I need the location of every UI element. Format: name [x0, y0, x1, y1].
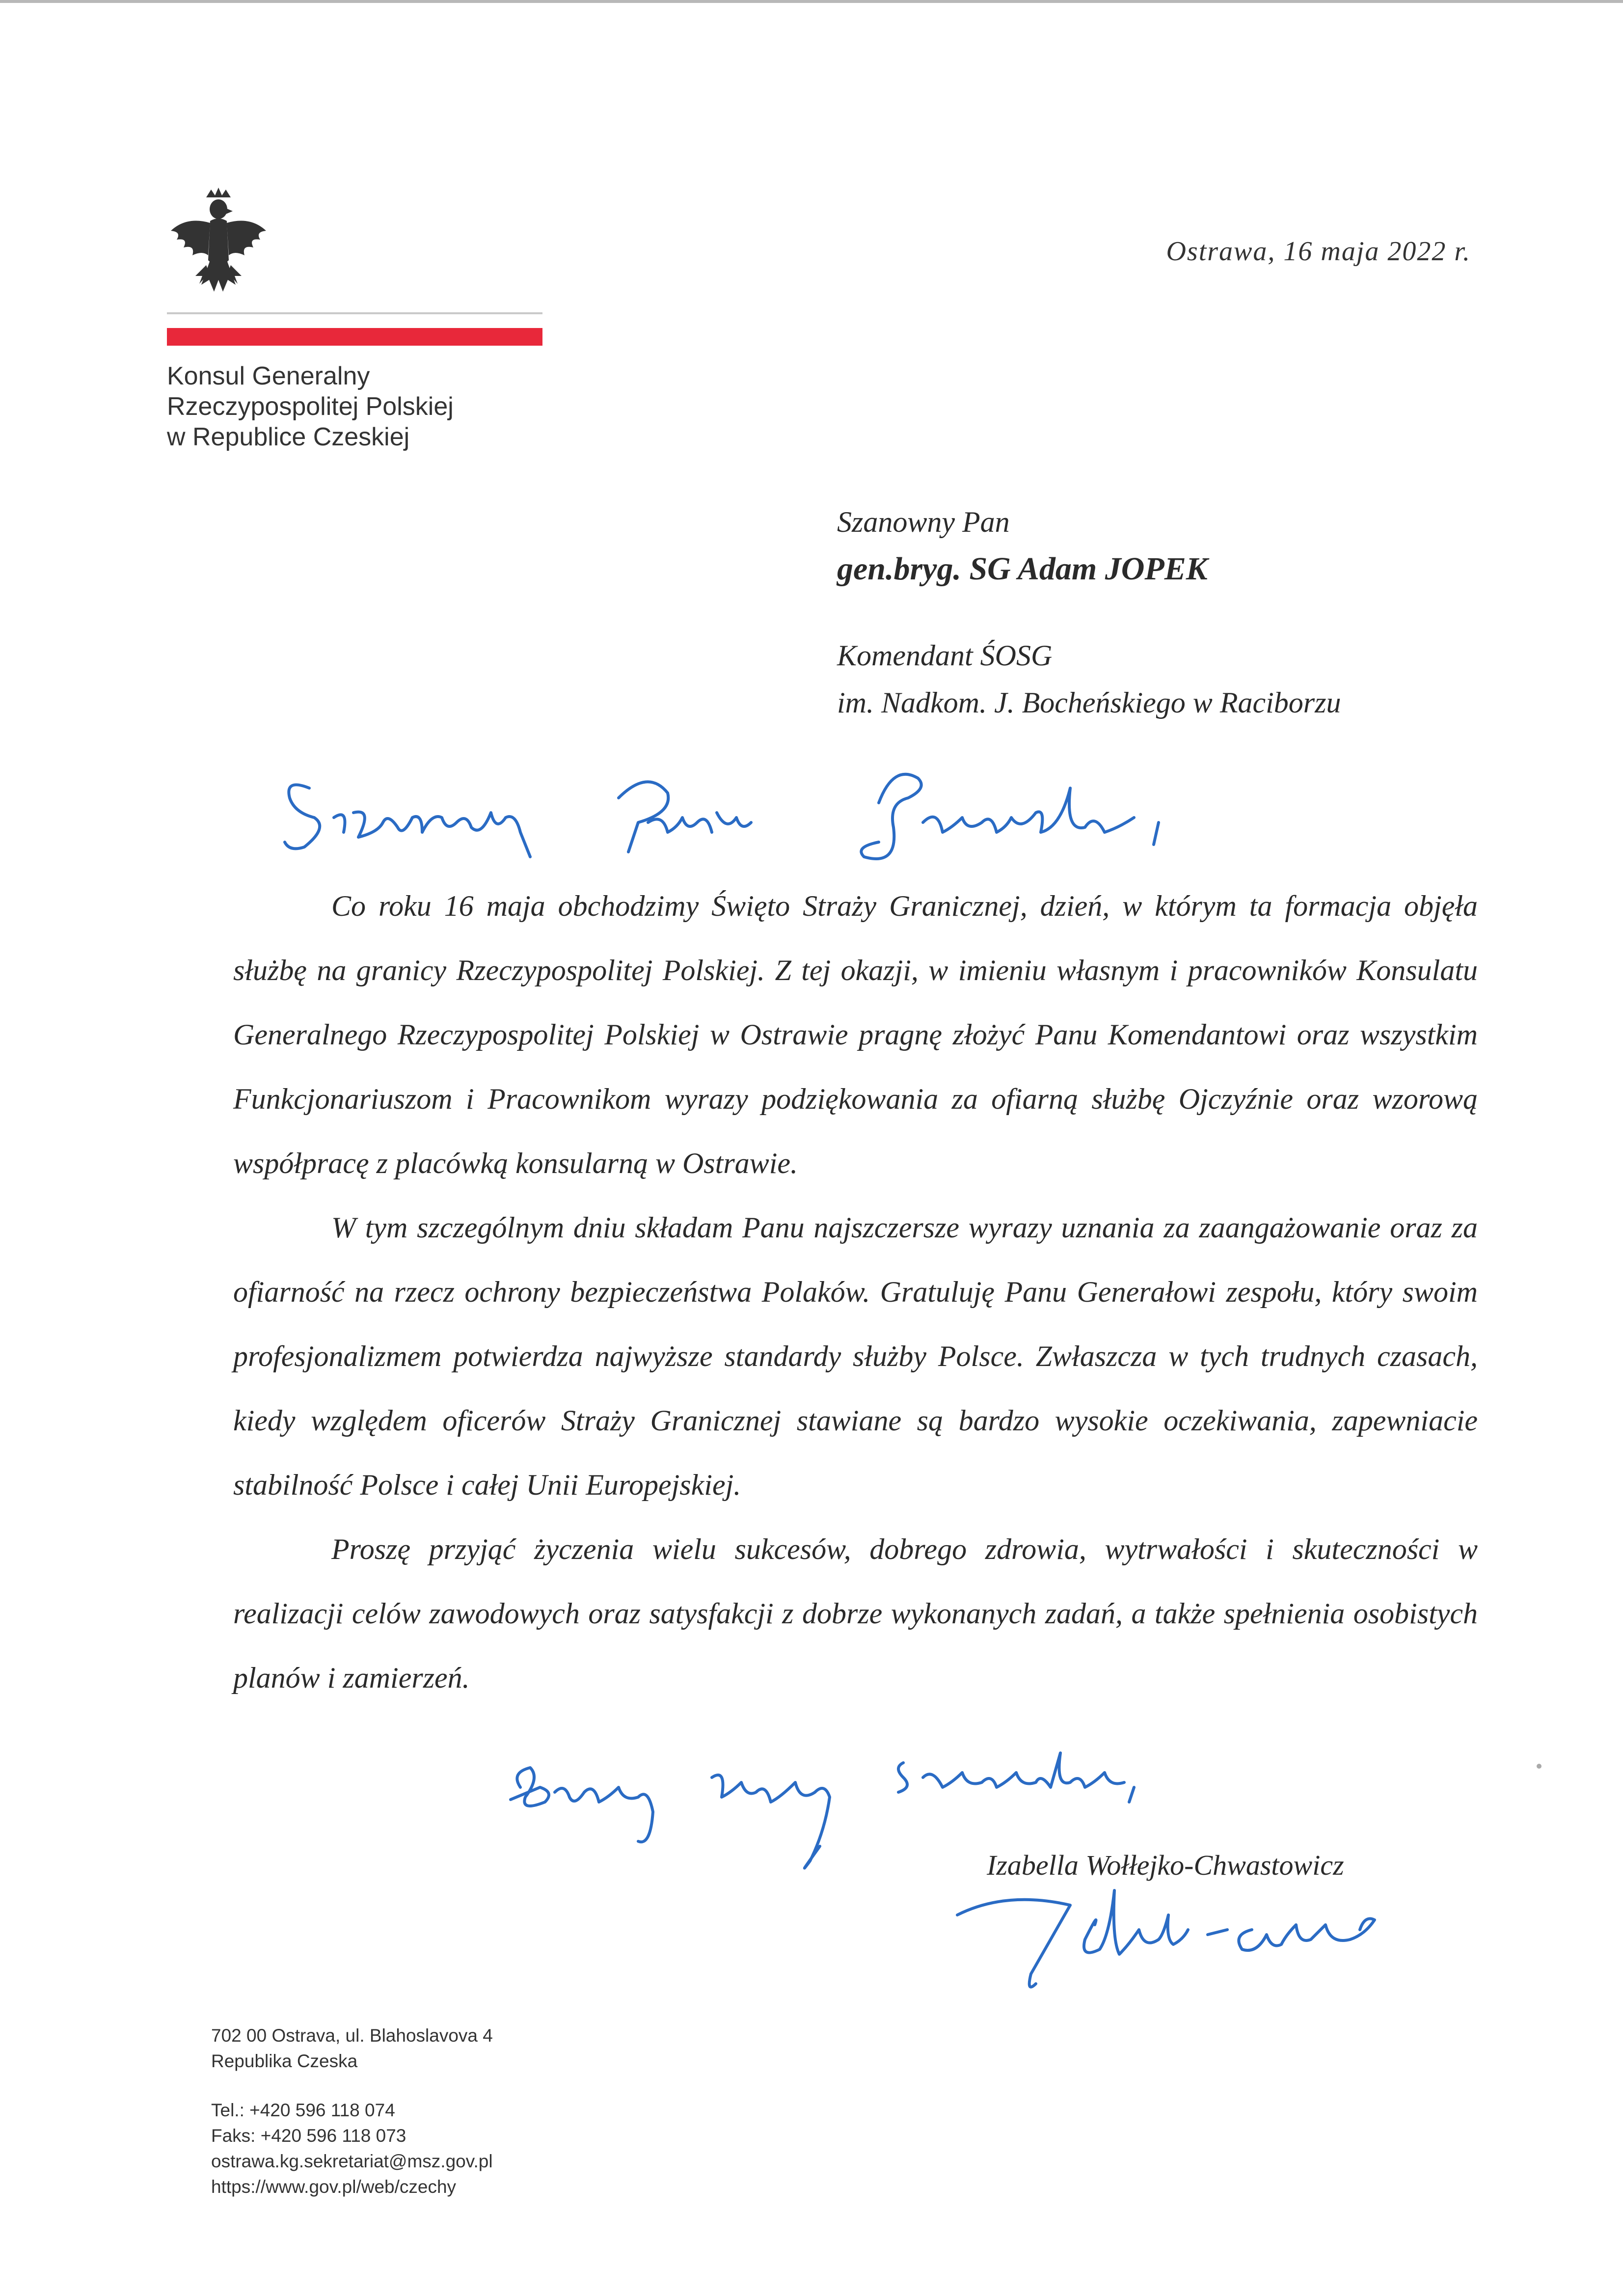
footer-fax: Faks: +420 596 118 073 — [211, 2126, 406, 2146]
footer-country: Republika Czeska — [211, 2051, 358, 2071]
body-paragraph: W tym szczególnym dniu składam Panu najszczersze wyrazy uznania za zaangażowanie oraz za ofiarność na rzecz ochrony bezpieczeństwa Polaków. Gratuluję Panu Generałowi zespołu, który swoim profesjonalizmem potwierdza najwyższe standardy służby Polsce. Zwłaszcza w tych trudnych czasach, kiedy względem oficerów Straży Granicznej stawiane są bardzo wysokie oczekiwania, zapewniacie stabilność Polsce i całej Unii Europejskiej. — [233, 1211, 1478, 1501]
addressee-block — [837, 498, 1341, 726]
signer-name: Izabella Wołłejko-Chwastowicz — [987, 1849, 1344, 1881]
footer-website: https://www.gov.pl/web/czechy — [211, 2177, 457, 2197]
letter-body — [233, 874, 1478, 1710]
addressee-title: Komendant ŚOSG — [837, 639, 1053, 672]
scan-edge — [0, 0, 1623, 3]
addressee-title: im. Nadkom. J. Bocheńskiego w Raciborzu — [837, 686, 1341, 719]
handwritten-signature — [933, 1861, 1399, 2008]
scan-speck — [1537, 1764, 1542, 1769]
addressee-name: gen.bryg. SG Adam JOPEK — [837, 551, 1208, 587]
footer-phone: Tel.: +420 596 118 074 — [211, 2100, 395, 2120]
flag-red-stripe — [167, 328, 542, 346]
footer-contact — [211, 2023, 493, 2200]
sender-block — [167, 361, 454, 452]
addressee-greeting: Szanowny Pan — [837, 506, 1010, 538]
footer-address: 702 00 Ostrava, ul. Blahoslavova 4 — [211, 2025, 493, 2046]
sender-line: Rzeczypospolitej Polskiej — [167, 392, 454, 421]
sender-line: Konsul Generalny — [167, 362, 370, 390]
body-paragraph: Proszę przyjąć życzenia wielu sukcesów, dobrego zdrowia, wytrwałości i skuteczności w realizacji celów zawodowych oraz satysfakcji z dobrze wykonanych zadań, a także spełnienia osobistych planów i zamierzeń. — [233, 1533, 1478, 1694]
handwritten-salutation — [275, 759, 1208, 867]
flag-white-stripe — [167, 312, 542, 314]
polish-eagle-emblem-icon — [167, 187, 270, 304]
letter-date: Ostrawa, 16 maja 2022 r. — [1166, 236, 1471, 267]
body-paragraph: Co roku 16 maja obchodzimy Święto Straży Granicznej, dzień, w którym ta formacja objęła służbę na granicy Rzeczypospolitej Polskiej. Z tej okazji, w imieniu własnym i pracowników Konsulatu Generalnego Rzeczypospolitej Polskiej w Ostrawie pragnę złożyć Panu Komendantowi oraz wszystkim Funkcjonariuszom i Pracownikom wyrazy podziękowania za ofiarną służbę Ojczyźnie oraz wzorową współpracę z placówką konsularną w Ostrawie. — [233, 890, 1478, 1179]
footer-email: ostrawa.kg.sekretariat@msz.gov.pl — [211, 2151, 493, 2171]
sender-line: w Republice Czeskiej — [167, 423, 410, 451]
